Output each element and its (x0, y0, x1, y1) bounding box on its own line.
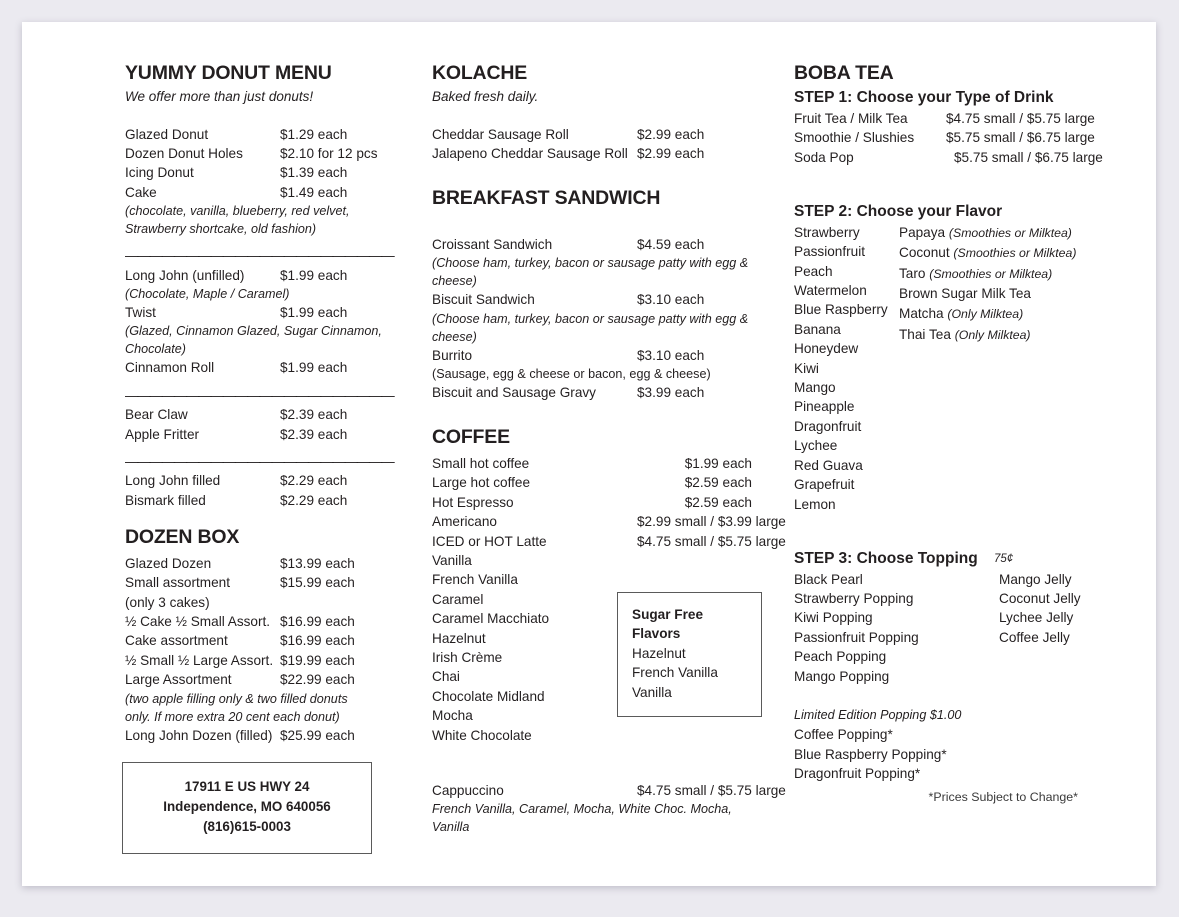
item-price: $3.10 each (637, 292, 705, 308)
boba-topping-column-right (999, 570, 1129, 648)
address-line-street: 17911 E US HWY 24 (184, 779, 310, 794)
menu-row (125, 631, 397, 650)
item-price: $5.75 small / $6.75 large (954, 149, 1103, 165)
item-price: $2.39 each (280, 407, 348, 423)
item-price: $2.10 for 12 pcs (280, 146, 378, 162)
coffee-flavor: Irish Crème (432, 649, 503, 665)
boba-flavor: Grapefruit (794, 477, 855, 493)
coffee-flavor: Caramel Macchiato (432, 611, 550, 627)
item-note: only. If more extra 20 cent each donut) (125, 709, 340, 724)
boba-step3-price: 75¢ (994, 552, 1014, 565)
item-price: $2.29 each (280, 492, 348, 508)
item-note: cheese) (432, 274, 477, 289)
item-price: $22.99 each (280, 672, 355, 688)
limited-edition-item: Blue Raspberry Popping* (794, 746, 947, 762)
menu-row (432, 512, 786, 531)
boba-topping-grid (794, 570, 1104, 686)
item-name: Croissant Sandwich (432, 236, 553, 252)
item-name: Biscuit and Sausage Gravy (432, 385, 596, 401)
coffee-flavor: White Chocolate (432, 727, 532, 743)
coffee-flavor: Caramel (432, 591, 484, 607)
menu-row (432, 383, 752, 402)
menu-row (794, 128, 1104, 147)
item-name: ICED or HOT Latte (432, 533, 547, 549)
item-price: $2.99 small / $3.99 large (637, 514, 786, 530)
boba-flavor: Mango (794, 380, 836, 396)
item-name: Cake assortment (125, 633, 228, 649)
item-price: $4.75 small / $5.75 large (946, 111, 1095, 127)
item-name: Cheddar Sausage Roll (432, 126, 569, 142)
item-price: $2.29 each (280, 473, 348, 489)
item-note: French Vanilla, Caramel, Mocha, White Choc. Mocha, (432, 802, 732, 817)
item-price: $1.39 each (280, 165, 348, 181)
boba-flavor-name: Taro (899, 265, 926, 281)
item-note: cheese) (432, 329, 477, 344)
sugar-free-box (617, 592, 762, 717)
item-name: Bismark filled (125, 492, 206, 508)
boba-topping: Mango Popping (794, 668, 890, 684)
item-note: (Choose ham, turkey, bacon or sausage patty with egg & (432, 256, 749, 271)
item-name: ½ Cake ½ Small Assort. (125, 613, 271, 629)
item-name: Bear Claw (125, 407, 188, 423)
address-line-phone: (816)615-0003 (203, 819, 291, 834)
item-name: Glazed Dozen (125, 555, 212, 571)
item-price: $2.99 each (637, 146, 705, 162)
boba-flavor (899, 304, 1114, 324)
menu-row (432, 290, 752, 309)
boba-flavor-name: Papaya (899, 224, 946, 240)
donut-group-3 (125, 405, 397, 444)
menu-row (125, 358, 397, 377)
item-note: Strawberry shortcake, old fashion) (125, 222, 317, 237)
menu-row (125, 573, 397, 592)
item-name: Cinnamon Roll (125, 360, 215, 376)
item-note: (Chocolate, Maple / Caramel) (125, 287, 290, 302)
item-price: $13.99 each (280, 555, 355, 571)
boba-flavor-column-left (794, 223, 899, 514)
item-price: $1.99 each (280, 267, 348, 283)
item-name: Fruit Tea / Milk Tea (794, 111, 908, 127)
menu-page (22, 22, 1156, 886)
menu-row (432, 235, 752, 254)
menu-row (125, 670, 397, 689)
boba-topping: Passionfruit Popping (794, 629, 919, 645)
menu-row (125, 163, 397, 182)
section-divider: —————————————————————— (125, 387, 394, 403)
boba-flavor-name: Brown Sugar Milk Tea (899, 286, 1031, 302)
menu-row (432, 454, 752, 473)
boba-step3-title: STEP 3: Choose Topping (794, 549, 978, 567)
item-note: (Sausage, egg & cheese or bacon, egg & cheese) (432, 367, 711, 382)
menu-row (125, 491, 397, 510)
item-name: Large Assortment (125, 672, 232, 688)
column-boba (794, 62, 1104, 784)
item-price: $19.99 each (280, 652, 355, 668)
item-name: Hot Espresso (432, 494, 514, 510)
menu-row (432, 144, 752, 163)
item-name: Soda Pop (794, 149, 854, 165)
item-note: (chocolate, vanilla, blueberry, red velvet, (125, 204, 350, 219)
boba-flavor: Lemon (794, 496, 836, 512)
item-name: Long John filled (125, 473, 221, 489)
menu-row (794, 109, 1104, 128)
menu-row (125, 612, 397, 631)
boba-flavor: Dragonfruit (794, 418, 862, 434)
boba-topping: Mango Jelly (999, 571, 1072, 587)
menu-row (432, 125, 752, 144)
boba-flavor-note: (Smoothies or Milktea) (953, 246, 1077, 261)
coffee-flavor: Mocha (432, 708, 473, 724)
sugar-free-item: Vanilla (632, 684, 672, 700)
item-price: $4.75 small / $5.75 large (637, 782, 786, 798)
item-price: $3.99 each (637, 385, 705, 401)
menu-row (125, 425, 397, 444)
dozen-box-list (125, 554, 397, 745)
boba-flavor-name: Thai Tea (899, 326, 951, 342)
item-price: $15.99 each (280, 575, 355, 591)
menu-row (432, 781, 786, 800)
column-kolache-coffee (432, 62, 786, 836)
coffee-flavor: Hazelnut (432, 630, 486, 646)
coffee-flavor: Vanilla (432, 552, 472, 568)
item-name: Small assortment (125, 575, 231, 591)
boba-flavor (899, 264, 1114, 284)
menu-row (432, 473, 752, 492)
boba-topping: Coconut Jelly (999, 590, 1081, 606)
boba-flavor: Passionfruit (794, 244, 866, 260)
limited-edition-title: Limited Edition Popping $1.00 (794, 707, 962, 722)
section-divider: —————————————————————— (125, 454, 394, 470)
item-name: Smoothie / Slushies (794, 130, 915, 146)
price-disclaimer: *Prices Subject to Change* (928, 790, 1078, 804)
item-note: (Glazed, Cinnamon Glazed, Sugar Cinnamon, (125, 324, 382, 339)
boba-flavor-note: (Smoothies or Milktea) (948, 225, 1072, 240)
item-price: $2.99 each (637, 126, 705, 142)
boba-flavor-note: (Only Milktea) (947, 307, 1024, 322)
menu-row (794, 148, 1104, 167)
menu-row (125, 144, 397, 163)
boba-topping: Peach Popping (794, 649, 887, 665)
menu-row (432, 532, 786, 551)
boba-flavor (899, 325, 1114, 345)
sugar-free-item: French Vanilla (632, 665, 718, 681)
item-name: ½ Small ½ Large Assort. (125, 652, 274, 668)
address-box (122, 762, 372, 854)
kolache-tagline: Baked fresh daily. (432, 89, 539, 105)
menu-row (125, 125, 397, 144)
boba-topping: Black Pearl (794, 571, 863, 587)
coffee-flavor: French Vanilla (432, 572, 518, 588)
boba-flavor-grid (794, 223, 1104, 514)
boba-flavor: Peach (794, 263, 833, 279)
donut-tagline: We offer more than just donuts! (125, 89, 314, 105)
item-note: Vanilla (432, 820, 470, 835)
item-note: (two apple filling only & two filled donuts (125, 691, 348, 706)
item-name: Large hot coffee (432, 475, 531, 491)
sugar-free-item: Hazelnut (632, 645, 686, 661)
boba-step3-header (794, 550, 1104, 569)
item-price: $16.99 each (280, 633, 355, 649)
boba-flavor-note: (Smoothies or Milktea) (929, 266, 1053, 281)
menu-row (125, 266, 397, 285)
menu-row (432, 493, 752, 512)
boba-flavor-column-right (899, 223, 1114, 345)
item-price: $16.99 each (280, 613, 355, 629)
item-name: Glazed Donut (125, 126, 209, 142)
item-name: Americano (432, 514, 497, 530)
item-name: Long John Dozen (filled) (125, 727, 273, 743)
item-price: $1.49 each (280, 184, 348, 200)
boba-topping: Coffee Jelly (999, 629, 1070, 645)
menu-row (125, 183, 397, 202)
menu-row (432, 346, 752, 365)
donut-menu-title: YUMMY DONUT MENU (125, 62, 332, 84)
boba-step2-title: STEP 2: Choose your Flavor (794, 203, 1003, 221)
item-name: Long John (unfilled) (125, 267, 245, 283)
boba-title: BOBA TEA (794, 62, 894, 84)
menu-row (125, 651, 397, 670)
item-price: $3.10 each (637, 347, 705, 363)
menu-row (125, 405, 397, 424)
boba-flavor (899, 284, 1114, 304)
menu-row (125, 471, 397, 490)
menu-row (125, 554, 397, 573)
donut-group-2 (125, 266, 397, 378)
item-price: $1.29 each (280, 126, 348, 142)
limited-edition-item: Dragonfruit Popping* (794, 766, 921, 782)
menu-row (125, 303, 397, 322)
item-note: Chocolate) (125, 342, 186, 357)
item-name: Cake (125, 184, 157, 200)
item-price: $1.99 each (280, 360, 348, 376)
boba-flavor (899, 223, 1114, 243)
boba-flavor: Watermelon (794, 283, 867, 299)
boba-flavor-name: Coconut (899, 245, 950, 261)
kolache-title: KOLACHE (432, 62, 528, 84)
item-note: (Choose ham, turkey, bacon or sausage patty with egg & (432, 311, 749, 326)
item-price: $4.75 small / $5.75 large (637, 533, 786, 549)
boba-flavor: Banana (794, 321, 841, 337)
boba-flavor-note: (Only Milktea) (954, 327, 1031, 342)
boba-flavor: Honeydew (794, 341, 859, 357)
boba-flavor: Blue Raspberry (794, 302, 888, 318)
item-price: $5.75 small / $6.75 large (946, 130, 1095, 146)
item-note: (only 3 cakes) (125, 594, 210, 610)
item-price: $2.59 each (684, 494, 752, 510)
coffee-flavor: Chai (432, 669, 460, 685)
item-name: Cappuccino (432, 782, 504, 798)
coffee-flavor: Chocolate Midland (432, 688, 545, 704)
dozen-box-title: DOZEN BOX (125, 526, 240, 549)
item-price: $2.39 each (280, 426, 348, 442)
sugar-free-title: Sugar Free Flavors (632, 607, 704, 642)
boba-topping: Lychee Jelly (999, 610, 1074, 626)
item-name: Biscuit Sandwich (432, 292, 535, 308)
item-price: $1.99 each (280, 305, 348, 321)
boba-flavor (899, 243, 1114, 263)
boba-flavor: Strawberry (794, 224, 860, 240)
item-price: $25.99 each (280, 727, 355, 743)
boba-flavor: Lychee (794, 438, 838, 454)
donut-group-4 (125, 471, 397, 510)
column-donuts (125, 62, 397, 745)
item-name: Twist (125, 305, 156, 321)
boba-flavor-name: Matcha (899, 306, 944, 322)
coffee-title: COFFEE (432, 426, 510, 449)
breakfast-title: BREAKFAST SANDWICH (432, 187, 661, 210)
item-name: Burrito (432, 347, 473, 363)
item-price: $2.59 each (684, 475, 752, 491)
boba-flavor: Pineapple (794, 399, 855, 415)
boba-step1-title: STEP 1: Choose your Type of Drink (794, 89, 1054, 107)
boba-flavor: Kiwi (794, 360, 819, 376)
section-divider: —————————————————————— (125, 248, 394, 264)
item-name: Small hot coffee (432, 455, 530, 471)
item-name: Jalapeno Cheddar Sausage Roll (432, 146, 628, 162)
boba-topping: Strawberry Popping (794, 590, 914, 606)
boba-flavor: Red Guava (794, 457, 863, 473)
boba-topping: Kiwi Popping (794, 610, 873, 626)
item-name: Icing Donut (125, 165, 194, 181)
item-name: Apple Fritter (125, 426, 200, 442)
item-price: $4.59 each (637, 236, 705, 252)
address-line-city: Independence, MO 640056 (163, 799, 331, 814)
limited-edition-item: Coffee Popping* (794, 727, 893, 743)
donut-group-1 (125, 125, 397, 239)
menu-row (125, 726, 397, 745)
item-name: Dozen Donut Holes (125, 146, 243, 162)
item-price: $1.99 each (684, 455, 752, 471)
